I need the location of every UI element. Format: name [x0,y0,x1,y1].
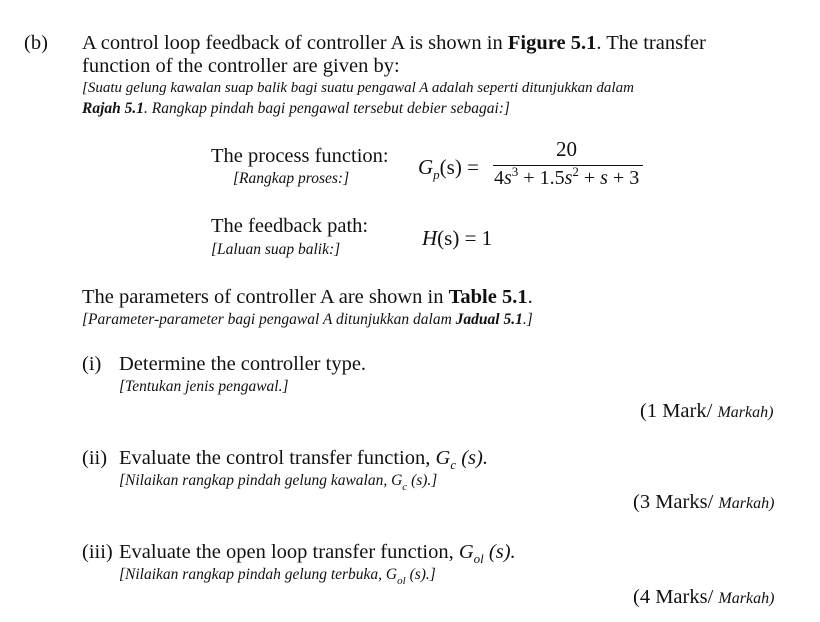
question-iii-text-post: (s). [483,541,516,563]
denom-t2-coef: + 1.5 [518,167,565,189]
denom-t2-var: s [564,167,573,189]
h-symbol: H [422,226,438,250]
denom-t2-exp: 2 [572,164,579,179]
intro-translation-line-2-post: . Rangkap pindah bagi pengawal tersebut debier sebagai:] [144,100,510,117]
denom-t4: + 3 [607,167,640,189]
params-post: . [527,286,533,308]
question-ii-ital-post: (s).] [407,472,438,489]
question-ii-math: G [435,447,451,469]
process-function-lhs [418,155,479,180]
question-ii-ital-sub: c [402,481,408,493]
question-i-marks-ital: Markah) [717,404,774,421]
part-label: (b) [24,32,48,54]
feedback-path-label: The feedback path: [211,215,369,237]
denom-t1-exp: 3 [511,164,519,179]
question-iii-number: (iii) [82,541,113,563]
question-iii-math: G [458,541,474,563]
question-iii-sub: ol [473,551,484,566]
process-numerator: 20 [556,137,577,161]
question-ii-text-pre: Evaluate the control transfer function, [119,447,436,469]
question-iii-ital-pre: [Nilaikan rangkap pindah gelung terbuka, G [119,566,398,583]
question-i-marks [640,400,773,423]
question-iii-marks [633,586,774,609]
denom-t1-coef: 4 [494,167,504,189]
denom-t1-var: s [504,167,512,189]
intro-translation-line-2 [82,100,510,118]
feedback-path-sublabel: [Laluan suap balik:] [211,241,341,258]
question-ii-sub: c [450,457,457,472]
denom-t3-var: s [600,167,608,189]
intro-line-2: function of the controller are given by: [82,55,400,77]
question-ii-marks-ital: Markah) [718,495,775,512]
question-iii-translation [119,566,436,587]
gp-argument: (s) = [439,155,479,179]
feedback-expression [422,226,492,251]
question-iii-text [119,541,516,564]
intro-line-1-post: . The transfer [596,32,706,54]
params-pre: The parameters of controller A are shown in [82,286,449,308]
intro-line-1-pre: A control loop feedback of controller A is shown in [82,32,508,54]
figure-reference: Figure 5.1 [507,32,597,54]
intro-translation-line-1: [Suatu gelung kawalan suap balik bagi suatu pengawal A adalah seperti ditunjukkan dalam [82,80,634,96]
process-denominator [494,164,640,190]
table-reference: Table 5.1 [448,286,528,308]
gp-subscript: p [433,167,440,182]
gp-symbol: G [418,155,434,179]
jadual-reference: Jadual 5.1 [455,311,523,328]
question-iii-marks-ital: Markah) [718,590,775,607]
question-iii-ital-post: (s).] [405,566,436,583]
question-ii-text-post: (s). [456,447,488,469]
rajah-reference: Rajah 5.1 [82,100,145,117]
question-ii-ital-pre: [Nilaikan rangkap pindah gelung kawalan, G [119,472,403,489]
question-ii-marks-label: (3 Marks/ [633,491,714,513]
params-ital-pre: [Parameter-parameter bagi pengawal A ditunjukkan dalam [82,311,456,328]
intro-line-1 [82,32,706,55]
question-i-text: Determine the controller type. [119,353,367,375]
question-iii-marks-label: (4 Marks/ [633,586,714,608]
params-translation [82,311,533,329]
question-i-number: (i) [82,353,102,375]
question-ii-text [119,447,488,470]
params-line [82,286,533,309]
question-ii-marks [633,491,774,514]
question-i-marks-label: (1 Mark/ [640,400,713,422]
params-ital-post: .] [522,311,533,328]
denom-t3: + [578,167,601,189]
question-ii-translation [119,472,438,493]
process-function-label: The process function: [211,145,389,167]
question-ii-number: (ii) [82,447,108,469]
question-iii-text-pre: Evaluate the open loop transfer function, [119,541,459,563]
question-i-translation: [Tentukan jenis pengawal.] [119,378,289,395]
h-rest: (s) = 1 [437,226,493,250]
process-function-sublabel: [Rangkap proses:] [233,170,350,187]
question-iii-ital-sub: ol [397,575,406,587]
